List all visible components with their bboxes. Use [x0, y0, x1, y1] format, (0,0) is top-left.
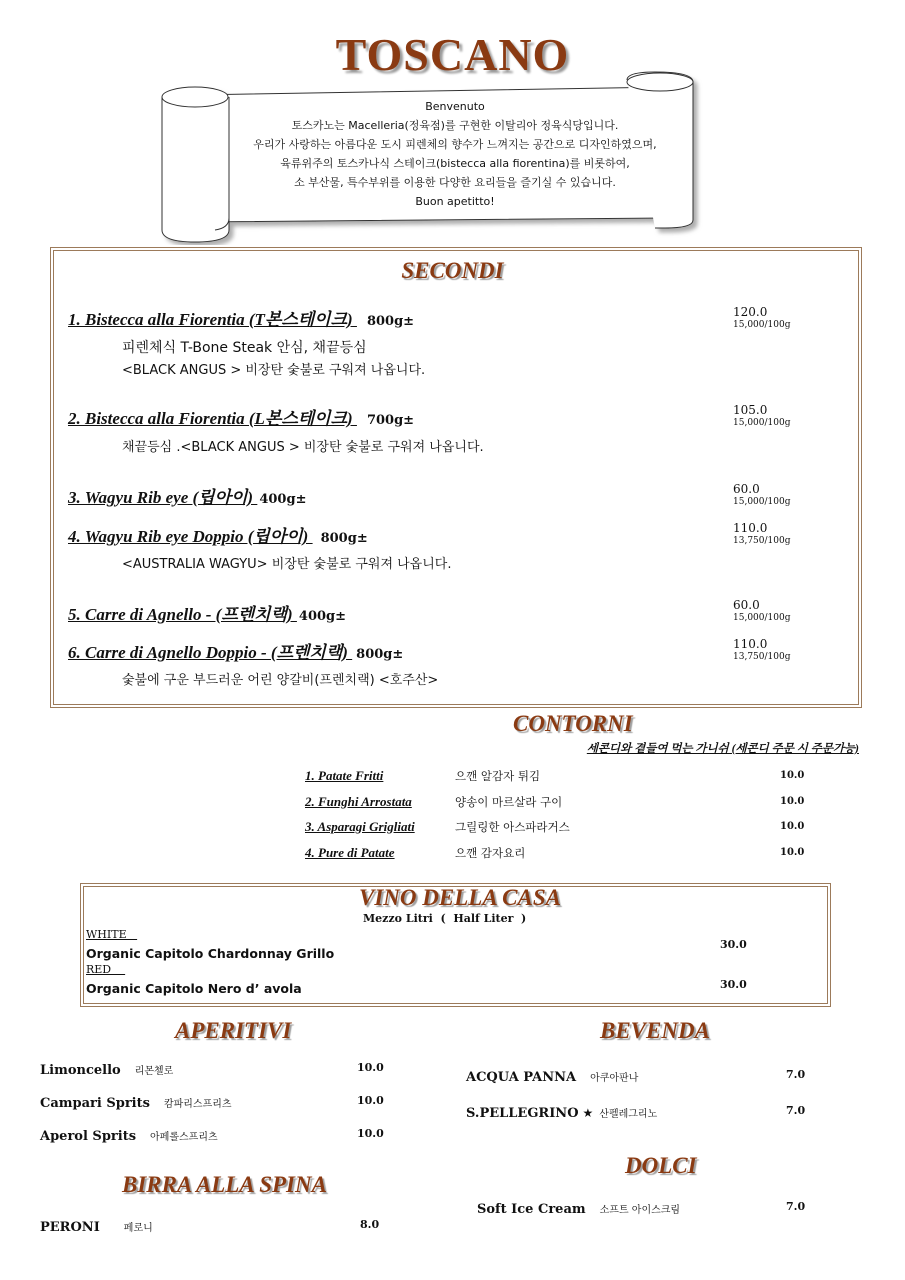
side-dish-desc: 그릴링한 아스파라거스 [455, 820, 570, 834]
dish-description: <BLACK ANGUS > 비장탄 숯불로 구워져 나옵니다. [122, 363, 426, 378]
item-price: 7.0 [786, 1068, 806, 1081]
item-korean-name: 소프트 아이스크림 [599, 1205, 681, 1216]
white-wine-price: 30.0 [720, 938, 747, 951]
aperitivo-item [40, 1092, 232, 1111]
price-value: 110.0 [733, 521, 768, 535]
side-dish-name: 4. Pure di Patate [305, 845, 395, 860]
white-wine-name: Organic Capitolo Chardonnay Grillo [86, 946, 335, 961]
item-price: 10.0 [357, 1094, 384, 1107]
dish-item [68, 404, 414, 429]
side-dish-desc: 으깬 알감자 튀김 [455, 769, 541, 783]
side-dish-price: 10.0 [780, 847, 805, 858]
dish-price [733, 521, 790, 546]
price-per-100g: 15,000/100g [733, 418, 791, 428]
dish-name: 4. Wagyu Rib eye Doppio (립아이) [68, 527, 313, 546]
item-korean-name: 페로니 [123, 1223, 153, 1234]
item-korean-name: 아페롤스프리츠 [150, 1132, 218, 1143]
item-price: 7.0 [786, 1104, 806, 1117]
dish-item [68, 638, 403, 663]
aperitivo-item [40, 1059, 173, 1078]
welcome-line: 우리가 사랑하는 아름다운 도시 피렌체의 향수가 느껴지는 공간으로 디자인하였으며, [253, 138, 657, 151]
birra-heading: BIRRA ALLA SPINA [122, 1172, 327, 1197]
dish-name: 2. Bistecca alla Fiorentia (L본스테이크) [68, 409, 357, 428]
red-wine-label: RED [86, 963, 126, 976]
secondi-heading: SECONDI [401, 258, 504, 283]
welcome-line: Buon apetitto! [415, 195, 495, 208]
item-price: 10.0 [357, 1061, 384, 1074]
price-value: 60.0 [733, 482, 760, 496]
dish-description: <AUSTRALIA WAGYU> 비장탄 숯불로 구워져 나옵니다. [122, 557, 452, 572]
dish-item [68, 483, 306, 508]
dish-weight: 400g± [259, 492, 307, 507]
dolci-heading: DOLCI [625, 1153, 697, 1178]
red-wine-name: Organic Capitolo Nero d’ avola [86, 981, 302, 996]
dish-weight: 400g± [298, 609, 347, 624]
item-price: 7.0 [786, 1200, 806, 1213]
contorni-heading: CONTORNI [513, 711, 633, 736]
dish-description: 피렌체식 T-Bone Steak 안심, 채끝등심 [122, 340, 367, 356]
item-name: ACQUA PANNA [466, 1070, 577, 1085]
dish-weight: 700g± [366, 413, 415, 428]
price-per-100g: 13,750/100g [733, 652, 791, 662]
item-korean-name: 캄파리스프리츠 [163, 1099, 232, 1110]
side-dish-desc: 양송이 마르살라 구이 [455, 795, 563, 809]
price-per-100g: 15,000/100g [733, 497, 791, 507]
dish-item [68, 305, 414, 330]
price-per-100g: 15,000/100g [733, 613, 791, 623]
vino-subtitle: Mezzo Litri ( Half Liter ) [363, 912, 527, 925]
welcome-line: 소 부산물, 특수부위를 이용한 다양한 요리들을 즐기실 수 있습니다. [294, 176, 616, 189]
dish-price [733, 598, 790, 623]
price-value: 60.0 [733, 598, 760, 612]
vino-heading: VINO DELLA CASA [359, 885, 561, 910]
side-dish-name: 3. Asparagi Grigliati [305, 819, 415, 834]
dolci-item [477, 1198, 680, 1217]
item-korean-name: 아쿠아판나 [590, 1073, 639, 1084]
dish-weight: 800g± [356, 647, 404, 662]
price-value: 105.0 [733, 403, 768, 417]
welcome-line: Benvenuto [425, 100, 485, 113]
dish-weight: 800g± [320, 531, 368, 546]
side-dish-desc: 으깬 감자요리 [455, 846, 526, 860]
welcome-line: 육류위주의 토스카나식 스테이크(bistecca alla fiorentina)를 비롯하여, [280, 157, 630, 170]
item-korean-name: 리몬첼로 [134, 1066, 174, 1077]
dish-name: 5. Carre di Agnello - (프렌치랙) [68, 605, 297, 624]
dish-item [68, 600, 346, 625]
dish-price [733, 305, 790, 330]
dish-description: 채끝등심 .<BLACK ANGUS > 비장탄 숯불로 구워져 나옵니다. [122, 440, 484, 455]
bevenda-item [466, 1102, 657, 1121]
item-name: Limoncello [40, 1063, 121, 1078]
contorni-subtitle: 세콘디와 곁들여 먹는 가니쉬 (세콘디 주문 시 주문가능) [586, 743, 859, 755]
price-value: 110.0 [733, 637, 768, 651]
price-per-100g: 13,750/100g [733, 536, 791, 546]
bevenda-heading: BEVENDA [600, 1018, 710, 1043]
item-name: PERONI [40, 1220, 100, 1235]
dish-price [733, 637, 790, 662]
dish-item [68, 522, 368, 547]
welcome-line: 토스카노는 Macelleria(정육점)를 구현한 이탈리아 정육식당입니다. [291, 119, 619, 132]
price-value: 120.0 [733, 305, 768, 319]
welcome-message [220, 97, 690, 211]
dish-price [733, 482, 790, 507]
dish-weight: 800g± [366, 314, 415, 329]
star-icon: ★ [582, 1106, 594, 1120]
dish-name: 6. Carre di Agnello Doppio - (프렌치랙) [68, 643, 353, 662]
side-dish-price: 10.0 [780, 770, 805, 781]
item-price: 10.0 [357, 1127, 384, 1140]
side-dish-price: 10.0 [780, 796, 805, 807]
side-dish-name: 1. Patate Fritti [305, 768, 384, 783]
aperitivi-heading: APERITIVI [175, 1018, 292, 1043]
bevenda-item [466, 1066, 638, 1085]
item-name: Soft Ice Cream [477, 1202, 586, 1217]
birra-item [40, 1216, 153, 1235]
side-dish-price: 10.0 [780, 821, 805, 832]
item-price: 8.0 [360, 1218, 380, 1231]
white-wine-label: WHITE [86, 928, 138, 941]
aperitivo-item [40, 1125, 218, 1144]
item-name: Aperol Sprits [40, 1129, 137, 1144]
restaurant-title: TOSCANO [335, 29, 570, 80]
side-dish-name: 2. Funghi Arrostata [305, 794, 412, 809]
dish-name: 3. Wagyu Rib eye (립아이) [68, 488, 258, 507]
item-korean-name: 산펠레그리노 [599, 1109, 658, 1120]
red-wine-price: 30.0 [720, 978, 747, 991]
dish-price [733, 403, 790, 428]
item-name: S.PELLEGRINO [466, 1106, 579, 1121]
item-name: Campari Sprits [40, 1096, 150, 1111]
dish-name: 1. Bistecca alla Fiorentia (T본스테이크) [68, 310, 357, 329]
price-per-100g: 15,000/100g [733, 320, 791, 330]
dish-description: 숯불에 구운 부드러운 어린 양갈비(프렌치랙) <호주산> [122, 673, 439, 688]
